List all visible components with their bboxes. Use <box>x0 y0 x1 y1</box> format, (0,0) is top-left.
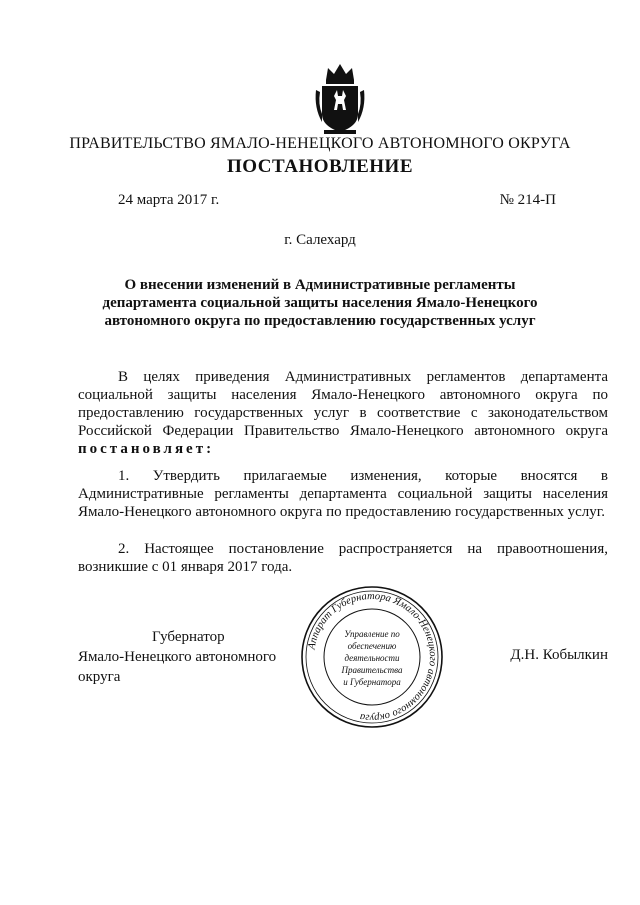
stamp-outer-text: Аппарат Губернатора Ямало-Ненецкого автономного округа <box>306 590 439 724</box>
signatory-organization: Ямало-Ненецкого автономного округа <box>78 649 277 685</box>
title-line: автономного округа по предоставлению государственных услуг <box>104 313 536 329</box>
document-title <box>100 276 540 330</box>
title-line: департамента социальной защиты населения Ямало-Ненецкого <box>102 295 538 311</box>
document-date: 24 марта 2017 г. <box>118 192 220 208</box>
stamp-inner-line: и Губернатора <box>343 677 401 687</box>
signatory-name: Д.Н. Кобылкин <box>510 647 608 663</box>
stamp-inner-line: обеспечению <box>347 641 397 651</box>
stamp-inner-line: Правительства <box>341 665 403 675</box>
clause-1-paragraph: 1. Утвердить прилагаемые изменения, которые вносятся в Административные регламенты департамента социальной защиты населения Ямало-Ненецкого автономного округа по предоставлению государственных услуг. <box>78 468 608 520</box>
official-seal-stamp <box>300 585 444 729</box>
preamble-paragraph <box>78 368 608 458</box>
clause-2-paragraph: 2. Настоящее постановление распространяется на правоотношения, возникшие с 01 января 2017 года. <box>78 541 608 575</box>
signatory-title: Губернатор <box>152 629 225 645</box>
stamp-inner-line: Управление по <box>344 629 400 639</box>
signatory-position <box>78 627 318 687</box>
title-line: О внесении изменений в Административные регламенты <box>124 277 516 293</box>
yamal-coat-of-arms-icon <box>314 60 366 136</box>
document-type: ПОСТАНОВЛЕНИЕ <box>226 156 414 177</box>
stamp-inner-line: деятельности <box>344 653 400 663</box>
organization-name: ПРАВИТЕЛЬСТВО ЯМАЛО-НЕНЕЦКОГО АВТОНОМНОГО ОКРУГА <box>69 135 571 152</box>
preamble-text: В целях приведения Административных регламентов департамента социальной защиты населения Ямало-Ненецкого автономного округа по предоставлению государственных услуг в соответствие с законодательством Российской Федерации Правительство Ямало-Ненецкого автономного округа <box>78 369 608 439</box>
resolves-word: постановляет: <box>78 441 215 457</box>
document-number: № 214-П <box>499 192 556 208</box>
document-city: г. Салехард <box>284 232 356 248</box>
